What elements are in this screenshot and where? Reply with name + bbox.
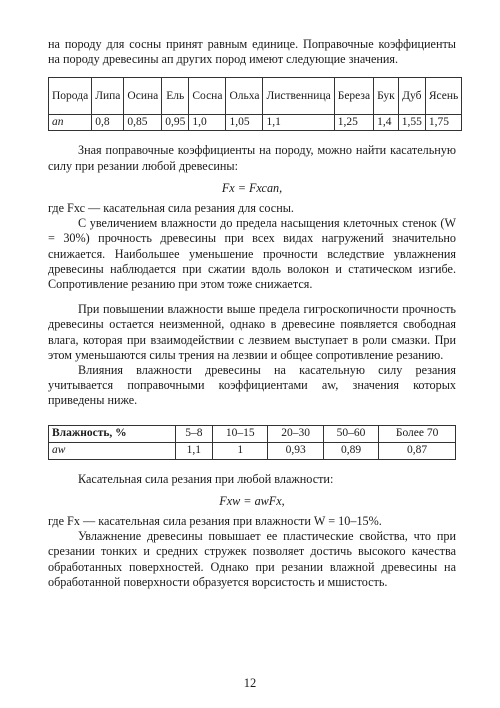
table-cell: aw [49, 442, 176, 459]
table-row [49, 115, 462, 131]
table-header-cell: Осина [124, 78, 162, 115]
table-header-cell: Влажность, % [49, 425, 176, 442]
species-coefficient-table [48, 77, 462, 131]
formula-moisture-force: Fхw = awFх, [219, 493, 285, 508]
table-cell: 1,75 [425, 115, 461, 131]
table-header-row [49, 425, 456, 442]
paragraph-wetting-effect: Увлажнение древесины повышает ее пластические свойства, что при срезании тонких и средних стружек позволяет достичь высокого качества обработанных поверхностей. Однако при резании влажной древесины на обработанной поверхности образуется ворсистость и мшистость. [48, 529, 456, 589]
table-cell: 1 [213, 442, 268, 459]
paragraph-moisture-strength: С увеличением влажности до предела насыщения клеточных стенок (W = 30%) прочность древесины при всех видах нагружений значительно снижается. Наибольшее уменьшение прочности вследствие увлажнения древесины наблюдается при сжатии вдоль волокон и статическом изгибе. Сопротивление резанию при этом тоже снижается. [48, 216, 456, 292]
page-content [48, 37, 459, 590]
table-header-cell: 10–15 [213, 425, 268, 442]
table-header-cell: Ель [162, 78, 189, 115]
paragraph-moisture-coefficients: Влияния влажности древесины на касательную силу резания учитывается поправочными коэффициентами aw, значения которых приведены ниже. [48, 363, 456, 408]
table-cell: 0,89 [323, 442, 378, 459]
table-cell: 0,93 [268, 442, 323, 459]
table-header-cell: Дуб [398, 78, 425, 115]
table-header-cell: Ясень [425, 78, 461, 115]
table-header-cell: Порода [49, 78, 92, 115]
table-header-row [49, 78, 462, 115]
table-row [49, 442, 456, 459]
table-header-cell: Бук [374, 78, 399, 115]
table-header-cell: Липа [92, 78, 124, 115]
table-header-cell: Береза [334, 78, 373, 115]
paragraph-species-force: Зная поправочные коэффициенты на породу, можно найти касательную силу при резании любой древесины: [48, 143, 456, 173]
page-number: 12 [243, 676, 257, 690]
table-cell: 1,05 [226, 115, 263, 131]
table-header-cell: 50–60 [323, 425, 378, 442]
formula-cutting-force: Fх = Fхсaп, [221, 180, 283, 195]
paragraph-free-moisture: При повышении влажности выше предела гигроскопичности прочность древесины остается неизменной, однако в древесине появляется свободная влага, которая при взаимодействии с лезвием выступает в роли смазки. При этом уменьшаются силы трения на лезвии и общее сопротивление резанию. [48, 302, 456, 362]
table-cell: 1,1 [175, 442, 213, 459]
table-header-cell: 5–8 [175, 425, 213, 442]
moisture-coefficient-table [48, 425, 456, 460]
table-header-cell: Более 70 [379, 425, 456, 442]
table-cell: 1,55 [398, 115, 425, 131]
table-header-cell: Лиственница [263, 78, 334, 115]
paragraph-intro: на породу для сосны принят равным единице. Поправочные коэффициенты на породу древесины aп других пород имеют следующие значения. [48, 37, 456, 67]
table-cell: 1,1 [263, 115, 334, 131]
table-header-cell: Сосна [189, 78, 226, 115]
table-cell: 0,87 [379, 442, 456, 459]
table-cell: aп [49, 115, 92, 131]
table-cell: 1,0 [189, 115, 226, 131]
table-header-cell: Ольха [226, 78, 263, 115]
table-cell: 1,4 [374, 115, 399, 131]
table-header-cell: 20–30 [268, 425, 323, 442]
paragraph-formula2-note: где Fх — касательная сила резания при влажности W = 10–15%. [48, 514, 382, 529]
paragraph-any-moisture: Касательная сила резания при любой влажности: [78, 471, 334, 486]
table-cell: 0,95 [162, 115, 189, 131]
table-cell: 0,85 [124, 115, 162, 131]
paragraph-formula-note: где Fхс — касательная сила резания для сосны. [48, 201, 294, 216]
table-cell: 1,25 [334, 115, 373, 131]
table-cell: 0,8 [92, 115, 124, 131]
